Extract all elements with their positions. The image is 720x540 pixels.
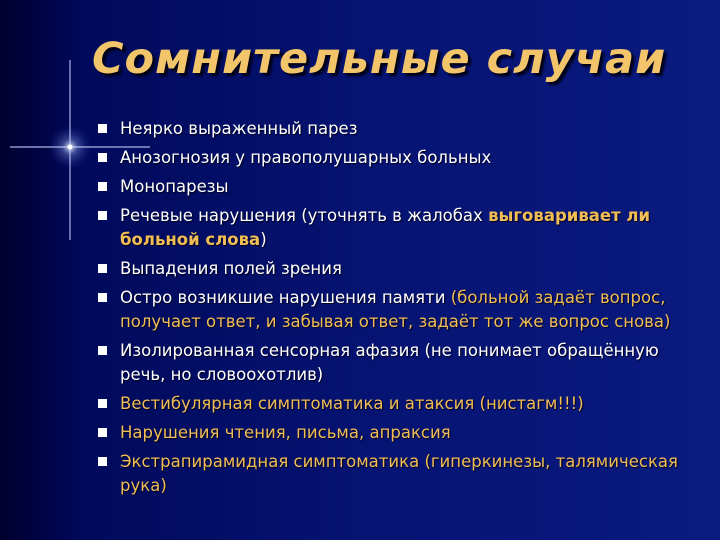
bullet-text: Нарушения чтения, письма, апраксия: [120, 423, 451, 442]
list-item: [96, 146, 686, 170]
bullet-text: Речевые нарушения (уточнять в жалобах: [120, 206, 489, 225]
bullet-highlight: выговаривает ли больной слова: [120, 206, 651, 249]
list-item: [96, 450, 686, 498]
bullet-text: Анозогнозия у правополушарных больных: [120, 148, 492, 167]
slide-title: Сомнительные случаи: [92, 34, 667, 84]
list-item: [96, 257, 686, 281]
bullet-text: Вестибулярная симптоматика и атаксия (нистагм!!!): [120, 394, 584, 413]
bullet-text: Монопарезы: [120, 177, 229, 196]
list-item: [96, 339, 686, 387]
list-item: [96, 421, 686, 445]
bullet-list: [96, 117, 686, 503]
bullet-text: Экстрапирамидная симптоматика (гиперкинезы, талямическая рука): [120, 452, 678, 495]
list-item: [96, 117, 686, 141]
bullet-text: Остро возникшие нарушения памяти: [120, 288, 451, 307]
list-item: [96, 204, 686, 252]
list-item: [96, 286, 686, 334]
bullet-text-end: ): [260, 230, 267, 249]
list-item: [96, 392, 686, 416]
bullet-text: Неярко выраженный парез: [120, 119, 358, 138]
bullet-text: Изолированная сенсорная афазия (не понимает обращённую речь, но словоохотлив): [120, 341, 659, 384]
list-item: [96, 175, 686, 199]
bullet-highlight: (больной задаёт вопрос, получает ответ, и забывая ответ, задаёт тот же вопрос снова): [120, 288, 671, 331]
bullet-text: Выпадения полей зрения: [120, 259, 342, 278]
